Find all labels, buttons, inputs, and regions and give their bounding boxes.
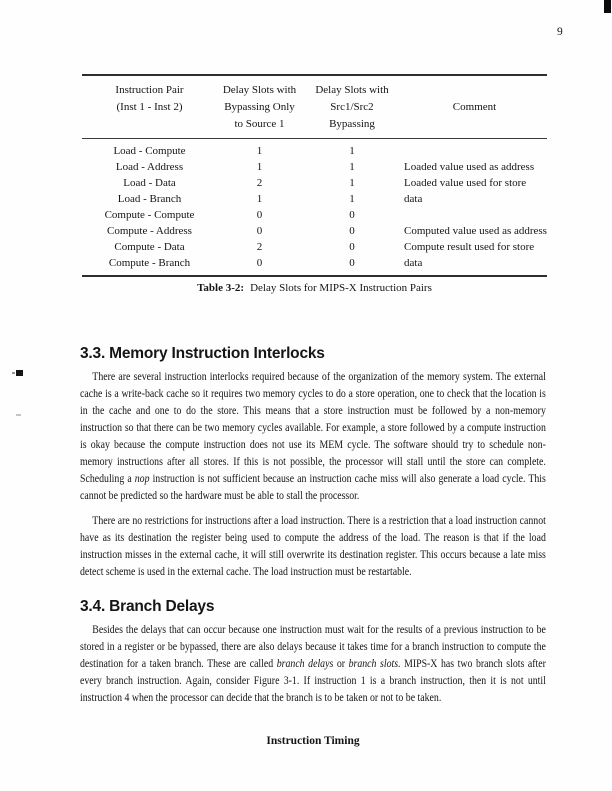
cell-comment	[402, 143, 547, 159]
header-col-comment	[402, 82, 547, 133]
table-caption	[82, 282, 547, 294]
cell-pair: Compute - Address	[107, 225, 192, 237]
paragraph: There are no restrictions for instructions after a load instruction. There is a restriction that a load instruction cannot have as its destination the register being used to compute the address of the load. The reason is that if the load instruction misses in the external cache, it will still overwrite its destination register. This occurs because a late miss detect scheme is used in the external cache. The load instruction must be restartable.	[80, 515, 546, 578]
table-body	[82, 139, 547, 275]
scan-artifact-corner	[604, 0, 611, 13]
table-row	[82, 255, 547, 271]
cell-comment: Loaded value used for store data	[404, 177, 527, 205]
table-bottom-rule	[82, 275, 547, 277]
cell-delay-bypass2: 1	[349, 161, 355, 173]
cell-delay-bypass1: 2	[256, 177, 263, 189]
cell-delay-bypass1: 1	[256, 161, 263, 173]
cell-comment	[402, 255, 547, 271]
table-row	[82, 143, 547, 159]
scan-artifact-speck	[16, 414, 21, 416]
cell-comment: Computed value used as address	[404, 225, 547, 237]
cell-comment: Loaded value used as address	[404, 161, 535, 173]
cell-pair: Compute - Branch	[108, 257, 191, 269]
header-line: (Inst 1 - Inst 2)	[116, 101, 183, 113]
header-col-instruction-pair	[82, 82, 217, 133]
header-line: Bypassing Only	[224, 101, 295, 113]
cell-pair: Compute - Compute	[104, 209, 195, 221]
cell-delay-bypass1: 0	[256, 257, 263, 269]
table-row	[82, 223, 547, 239]
delay-slots-table	[82, 74, 547, 294]
cell-pair: Load - Data	[123, 177, 176, 189]
header-col-bypass-source1	[217, 82, 302, 133]
header-line: Bypassing	[329, 118, 375, 130]
cell-comment	[402, 207, 547, 223]
header-line: Delay Slots with	[222, 84, 297, 96]
section-branch-delays	[80, 597, 546, 707]
cell-pair: Load - Branch	[117, 193, 182, 205]
cell-pair: Load - Compute	[113, 145, 186, 157]
section-heading: 3.4. Branch Delays	[80, 598, 215, 615]
cell-pair: Load - Address	[115, 161, 184, 173]
table-caption-label: Table 3-2:	[197, 282, 245, 294]
table-row	[82, 191, 547, 207]
section-memory-instruction-interlocks	[80, 344, 546, 581]
cell-comment	[402, 191, 547, 207]
paragraph: There are several instruction interlocks required because of the organization of the memory system. The external cache is a write-back cache so it requires two memory cycles to do a store operation, one to check that the location is in the cache and one to do the store. This means that a store instruction must be followed by a non-memory instruction so that there can be two memory cycles available. For example, a store followed by a compute instruction is okay because the compute instruction does not use its MEM cycle. The software should try to schedule non-memory instructions after all stores. If this is not possible, the processor will stall until the store can complete. Scheduling a nop instruction is not sufficient because an instruction cache miss will also generate a load cycle. This cannot be predicted so the hardware must be able to stall the processor.	[80, 371, 546, 502]
header-col-src1-src2	[302, 82, 402, 133]
cell-delay-bypass2: 1	[349, 177, 355, 189]
cell-delay-bypass1: 1	[256, 145, 263, 157]
cell-delay-bypass1: 1	[256, 193, 263, 205]
table-caption-text: Delay Slots for MIPS-X Instruction Pairs	[250, 282, 432, 294]
header-line: Src1/Src2	[330, 101, 374, 113]
running-footer: Instruction Timing	[266, 735, 360, 747]
table-header-row	[82, 76, 547, 138]
paragraph: Besides the delays that can occur because one instruction must wait for the results of a previous instruction to be stored in a register or be bypassed, there are also delays because it takes time for a branch instruction to compute the destination for a taken branch. These are called branch delays or branch slots. MIPS-X has two branch slots after every branch instruction. Again, consider Figure 3-1. If instruction 1 is a branch instruction, then it is not until instruction 4 when the processor can decide that the branch is to be taken or not to be taken.	[80, 624, 546, 704]
section-heading: 3.3. Memory Instruction Interlocks	[80, 345, 325, 362]
cell-delay-bypass2: 0	[349, 241, 355, 253]
cell-delay-bypass2: 1	[349, 145, 355, 157]
table-row	[82, 159, 547, 175]
cell-delay-bypass1: 0	[256, 209, 263, 221]
table-row	[82, 207, 547, 223]
header-line: Comment	[452, 101, 497, 113]
cell-delay-bypass1: 0	[256, 225, 263, 237]
header-line: Delay Slots with	[315, 84, 389, 96]
page-number: 9	[557, 26, 563, 38]
cell-delay-bypass1: 2	[256, 241, 263, 253]
cell-delay-bypass2: 0	[349, 225, 355, 237]
cell-pair: Compute - Data	[114, 241, 185, 253]
header-line: to Source 1	[234, 118, 285, 130]
scan-artifact-margin	[16, 370, 23, 376]
cell-delay-bypass2: 1	[349, 193, 355, 205]
cell-delay-bypass2: 0	[349, 209, 355, 221]
cell-delay-bypass2: 0	[349, 257, 355, 269]
header-line: Instruction Pair	[115, 84, 184, 96]
cell-comment: Compute result used for store data	[404, 241, 535, 269]
